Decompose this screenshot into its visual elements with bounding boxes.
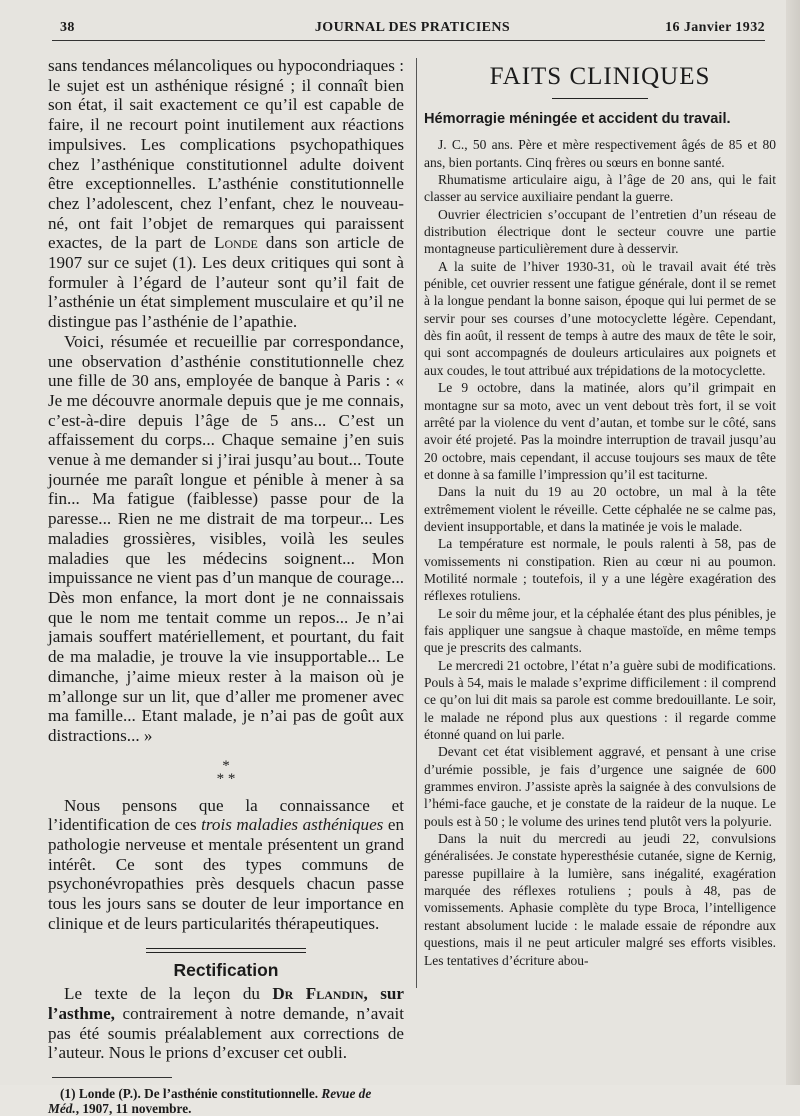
footnote-rule	[52, 1077, 172, 1078]
running-header	[60, 18, 765, 40]
case-paragraph: La température est normale, le pouls ralenti à 58, pas de vomissements ni constipation. Rien au cœur ni au poumon. Motilité normale ; toutefois, il y a une légère exagération des réflexes rotuliens.	[424, 536, 776, 604]
header-rule	[52, 40, 765, 41]
case-paragraph: J. C., 50 ans. Père et mère respectivement âgés de 85 et 80 ans, bien portants. Cinq frères ou sœurs en bonne santé.	[424, 137, 776, 170]
column-divider	[416, 58, 417, 988]
case-paragraph: Ouvrier électricien s’occupant de l’entretien d’un réseau de distribution électrique dont le secteur couvre une partie montagneuse particulièrement dure à desservir.	[424, 206, 776, 257]
page-edge-shadow	[786, 0, 800, 1085]
italic-phrase: trois maladies asthéniques	[201, 815, 384, 835]
case-paragraph: Dans la nuit du 19 au 20 octobre, un mal à la tête extrêmement violent le réveille. Cette céphalée ne se calme pas, devient insupportable, et dans la matinée je vois le malade.	[424, 484, 776, 534]
case-title: Hémorragie méningée et accident du travail.	[424, 111, 731, 127]
footnote: (1) Londe (P.). De l’asthénie constitutionnelle. Revue de Méd., 1907, 11 novembre.	[48, 1086, 372, 1116]
journal-title: JOURNAL DES PRATICIENS	[314, 20, 511, 35]
section-divider	[146, 948, 306, 953]
paragraph-rectification: Le texte de la leçon du Dr Flandin, sur l’asthme, contrairement à notre demande, n’avait pas été soumis préalablement aux corrections de l’auteur. Nous le prions d’excuser cet oubli.	[48, 984, 404, 1063]
case-paragraph: Rhumatisme articulaire aigu, à l’âge de 20 ans, qui le fait classer au service auxiliaire pendant la guerre.	[424, 172, 776, 205]
left-column	[48, 56, 404, 1116]
right-column	[424, 62, 776, 969]
case-paragraph: Dans la nuit du mercredi au jeudi 22, convulsions généralisées. Je constate hyperesthésie cutanée, signe de Kernig, paresse pupillaire à la lumière, sans inégalité, exagération marquée des réflexes rotuliens ; pouls à 48, pas de vomissements. Aphasie complète du type Broca, l’intelligence restant absolument lucide : le malade essaie de répondre aux questions, mais il ne peut articuler malgré ses efforts visibles. Les tentatives d’écriture abou-	[424, 831, 776, 968]
paragraph-continuation: sans tendances mélancoliques ou hypocondriaques : le sujet est un asthénique résigné ; il connaît bien son état, il sait exactement ce qu’il est capable de faire, il ne recourt point inutilement aux réactions impulsives. Les complications psychopathiques chez l’asthénique constitutionnel adulte doivent être exceptionnelles. L’asthénie constitutionnelle chez l’adolescent, chez l’enfant, chez le nouveau-né, ont fait l’objet de remarques qui paraissent exactes, de la part de Londe dans son article de 1907 sur ce sujet (1). Les deux critiques qui sont à formuler à l’égard de l’auteur sont qu’il fait de l’asthénie un état simplement musculaire et qu’il ne distingue pas l’asthénie de l’apathie.	[48, 56, 404, 332]
title-rule	[552, 98, 648, 99]
author-name-londe: Londe	[214, 233, 258, 253]
paragraph-observation: Voici, résumée et recueillie par correspondance, une observation d’asthénie constitutionnelle chez une fille de 30 ans, employée de banque à Paris : « Je me découvre anormale depuis que je me connais, c’est-à-dire depuis l’âge de 5 ans... C’est un affaissement du corps... Chaque semaine j’en suis venue à me demander si j’irai jusqu’au bout... Toute journée me paraît longue et pénible à mener à sa fin... Ma fatigue (faiblesse) passe pour de la paresse... Rien ne me distrait de ma torpeur... Les maladies grossières, visibles, voilà les seules maladies que les médecins soignent... Mon impuissance ne vient pas d’un manque de courage... Dès mon enfance, la mort dont je ne connaissais que le nom me tentait comme un repos... Je n’ai jamais souffert matériellement, et pourtant, du fait de ma maladie, je trouve la vie insupportable... Le dimanche, j’aime mieux rester à la maison où je m’allonge sur un lit, que d’aller me promener avec ma famille... Etant malade, je n’ai pas de goût aux distractions... »	[48, 331, 405, 745]
issue-date: 16 Janvier 1932	[665, 20, 765, 35]
page-number: 38	[60, 20, 75, 35]
case-paragraph: Le 9 octobre, dans la matinée, alors qu’il grimpait en montagne sur sa moto, avec un vent debout très fort, il se voit arrêté par la violence du vent d’autan, et tombe sur le côté, sans avoir été projeté. Pas la moindre interruption de travail jusqu’au 20 octobre, mais cependant, il accuse toujours ses maux de tête et donne à sa famille l’impression qu’il est taciturne.	[424, 380, 776, 482]
case-paragraph: A la suite de l’hiver 1930-31, où le travail avait été très pénible, cet ouvrier ressent une fatigue générale, dont il se remet à la longue pendant la bonne saison, époque qui lui permet de se servir pour ses courses d’une motocyclette légère. Cependant, dès fin août, il ressent de temps à autre des maux de tête le soir, qui sont accompagnés de douleurs articulaires aux poignets et aux coudes, le tout attribué aux trépidations de la motocyclette.	[424, 258, 776, 378]
case-report	[424, 136, 776, 969]
case-paragraph: Devant cet état visiblement aggravé, et pensant à une crise d’urémie possible, je fais d’urgence une saignée de 600 grammes environ. J’assiste après la saignée à des convulsions de l’hémi-face gauche, et je constate de la raideur de la nuque. Le pouls est à 50 ; le volume des urines tend plutôt vers la polyurie.	[424, 744, 776, 829]
rectification-heading: Rectification	[173, 959, 279, 980]
case-paragraph: Le mercredi 21 octobre, l’état n’a guère subi de modifications. Pouls à 54, mais le malade s’exprime difficilement : il comprend ce qu’on lui dit mais sa parole est comme bredouillante. Le soir, le malade ne répond plus aux questions : il regarde comme étonné quand on lui parle.	[424, 657, 776, 743]
doctor-name: Dr Flandin	[272, 984, 364, 1004]
asterism: * * *	[216, 757, 236, 787]
paragraph-conclusion: Nous pensons que la connaissance et l’identification de ces trois maladies asthéniques en pathologie nerveuse et mentale présentent un grand intérêt. Ce sont des types communs de psychonévropathies près desquels chacun passe tous les jours sans se douter de leur importance en clinique et de leurs particularités thérapeutiques.	[48, 795, 404, 933]
section-title: FAITS CLINIQUES	[489, 63, 711, 90]
case-paragraph: Le soir du même jour, et la céphalée étant des plus pénibles, je fais appliquer une sangsue à chaque mastoïde, en même temps que je prescrits des calmants.	[424, 605, 776, 656]
